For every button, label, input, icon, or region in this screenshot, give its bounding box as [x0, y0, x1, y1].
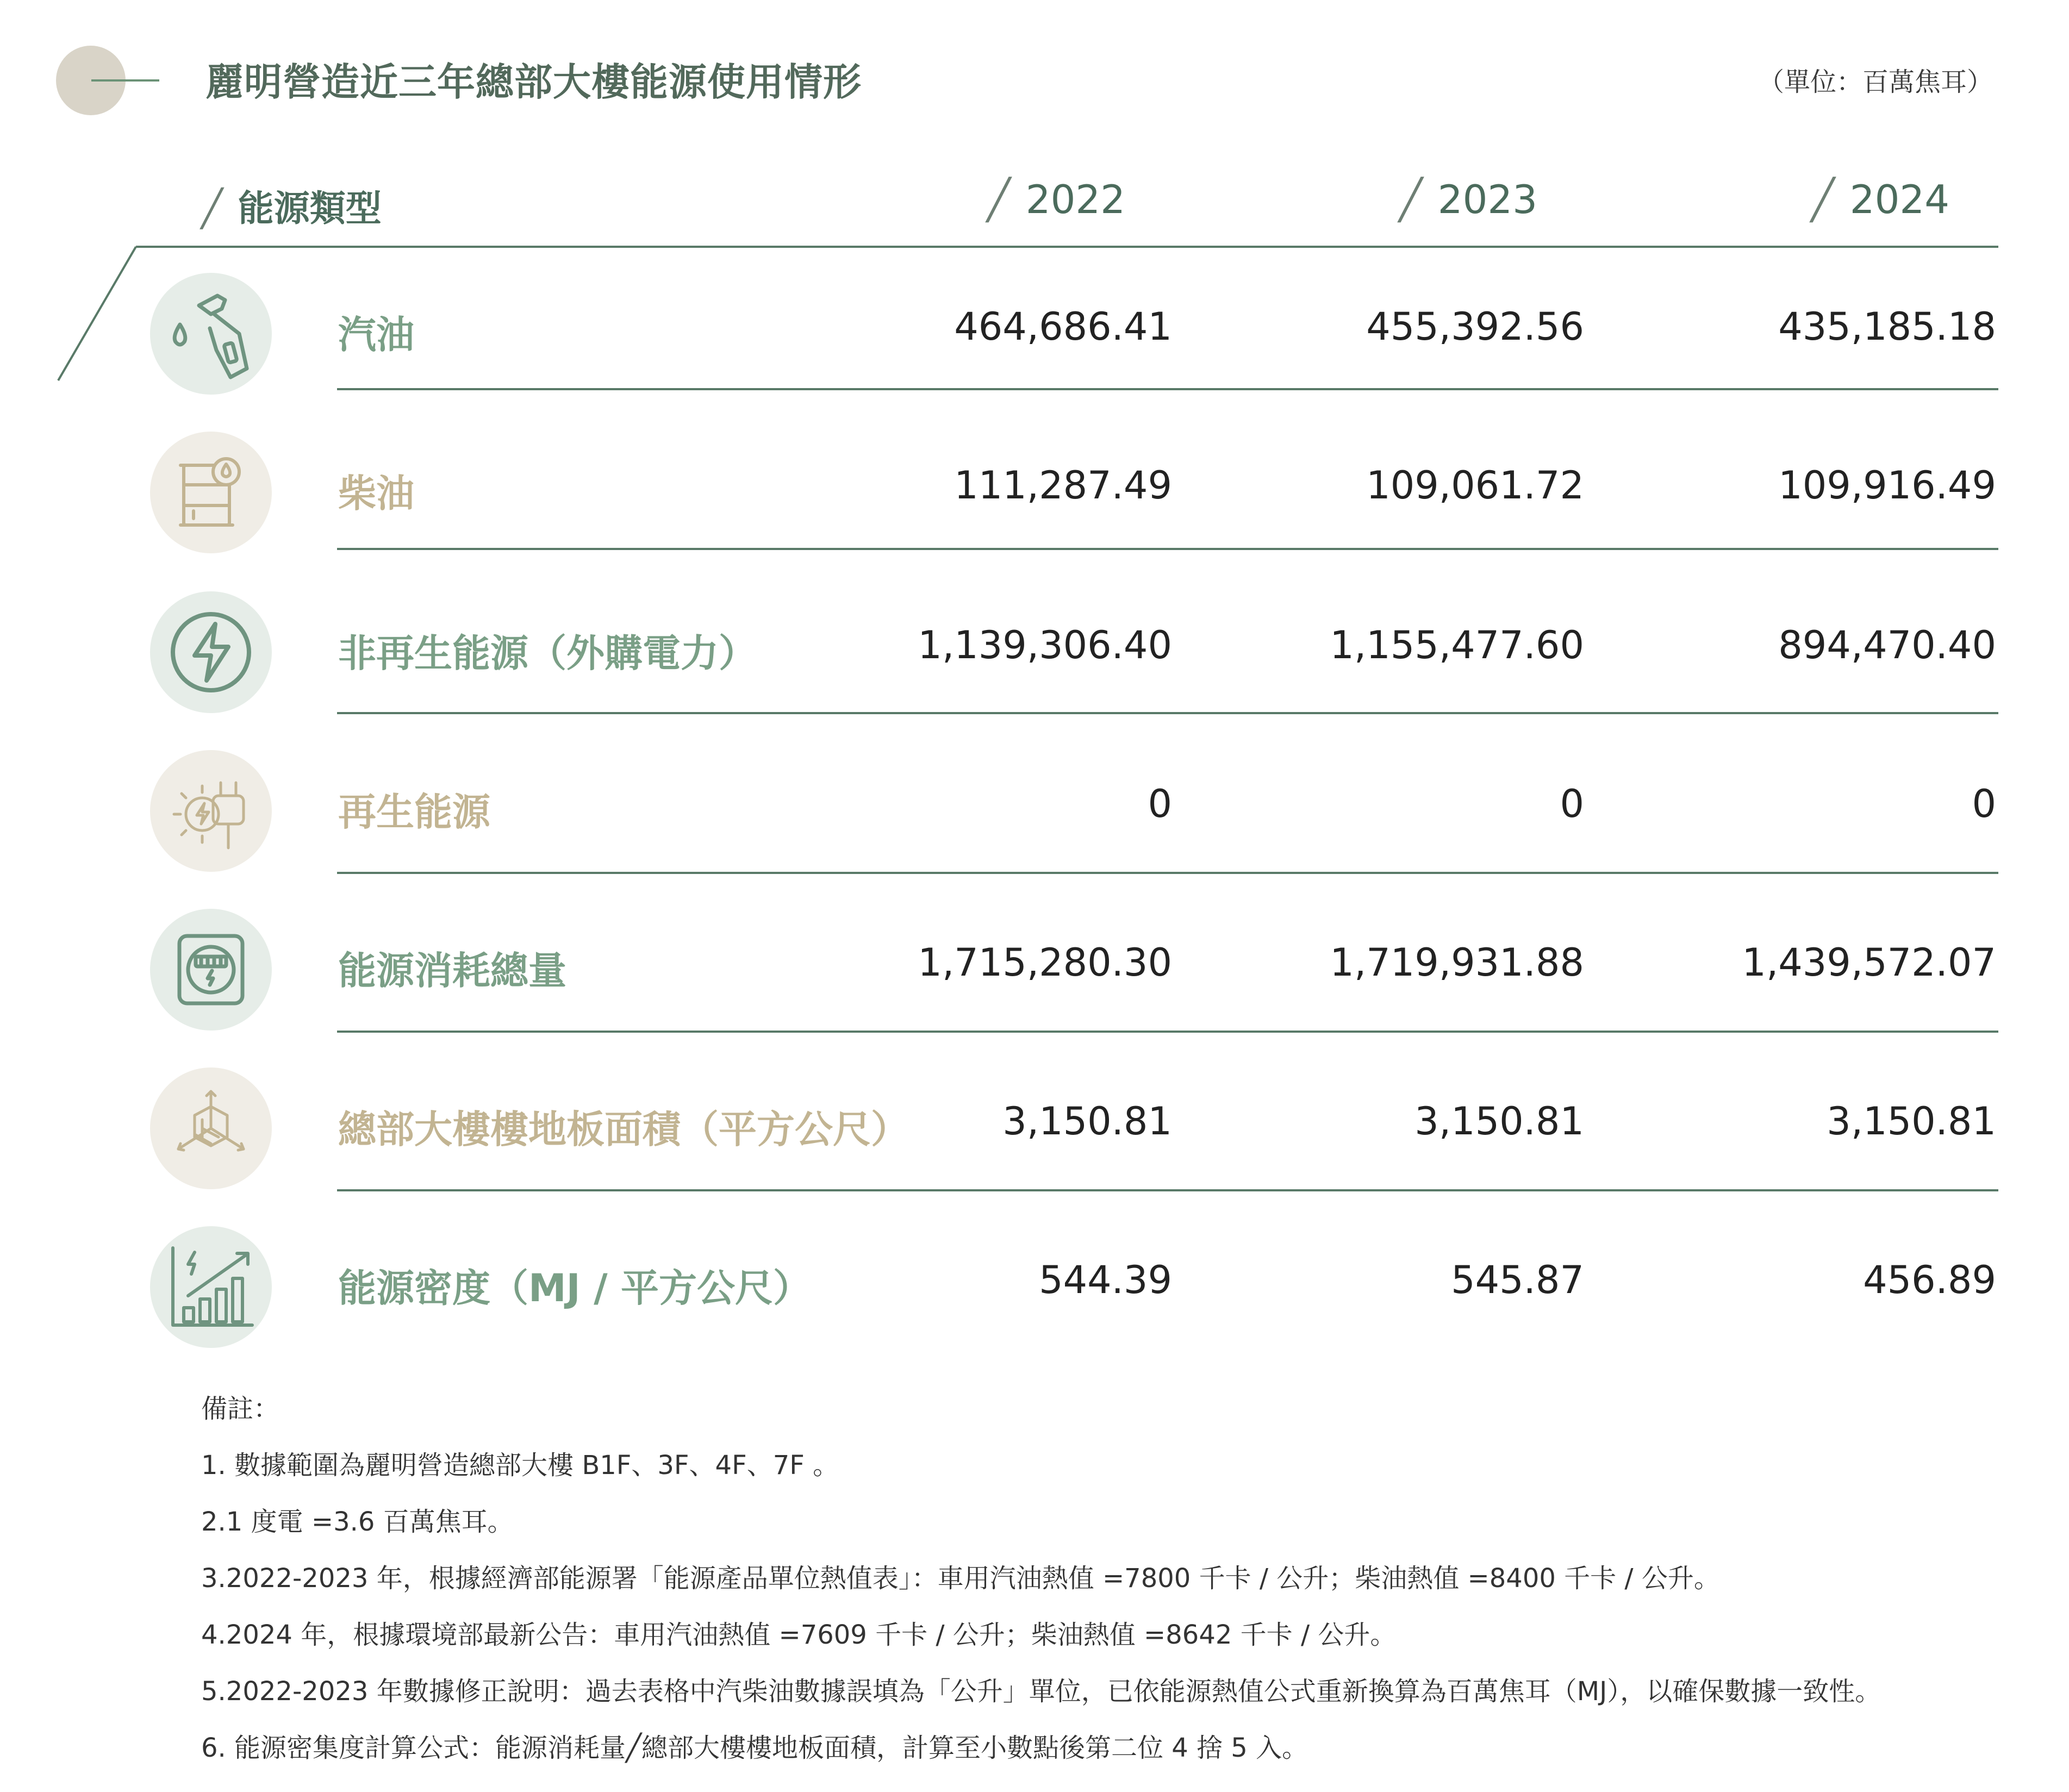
slash-decoration: ╱	[201, 188, 223, 229]
column-header-2022	[987, 177, 1125, 222]
value-2022: 0	[1148, 782, 1172, 826]
note-item: 6. 能源密集度計算公式：能源消耗量╱總部大樓樓地板面積，計算至小數點後第二位 4 捨 5 入。	[201, 1733, 1308, 1763]
value-2024: 456.89	[1863, 1258, 1996, 1302]
value-2024: 894,470.40	[1778, 623, 1996, 667]
value-2023: 3,150.81	[1414, 1099, 1584, 1144]
row-label: 再生能源	[338, 790, 490, 834]
value-2024: 3,150.81	[1827, 1099, 1996, 1144]
table-row-renewable-energy	[0, 724, 2069, 883]
note-item: 4.2024 年，根據環境部最新公告：車用汽油熱值 =7609 千卡 / 公升；柴油熱值 =8642 千卡 / 公升。	[201, 1620, 1397, 1650]
column-header-label: 2024	[1849, 177, 1949, 222]
row-divider	[337, 1031, 1998, 1033]
row-divider	[337, 548, 1998, 550]
value-2023: 109,061.72	[1366, 463, 1584, 508]
row-label: 柴油	[338, 471, 414, 516]
value-2024: 435,185.18	[1778, 304, 1996, 349]
slash-decoration: ╱	[987, 177, 1011, 222]
row-label: 能源密度（MJ / 平方公尺）	[338, 1266, 812, 1310]
solar-plug-icon	[150, 750, 272, 872]
row-divider	[337, 712, 1998, 714]
table-row-diesel	[0, 405, 2069, 564]
value-2024: 0	[1972, 782, 1996, 826]
table-row-purchased-electricity	[0, 565, 2069, 724]
column-header-2024	[1811, 177, 1949, 222]
value-2023: 455,392.56	[1366, 304, 1584, 349]
row-divider	[337, 1189, 1998, 1191]
row-divider	[337, 388, 1998, 390]
table-row-gasoline	[0, 247, 2069, 405]
note-item: 1. 數據範圍為麗明營造總部大樓 B1F、3F、4F、7F 。	[201, 1450, 839, 1481]
power-meter-icon	[150, 909, 272, 1031]
table-row-energy-density	[0, 1200, 2069, 1359]
value-2022: 1,139,306.40	[918, 623, 1172, 667]
value-2023: 0	[1560, 782, 1584, 826]
value-2022: 1,715,280.30	[918, 940, 1172, 985]
unit-label: （單位：百萬焦耳）	[1758, 67, 1993, 97]
value-2022: 464,686.41	[954, 304, 1172, 349]
column-header-energy-type	[201, 179, 382, 231]
note-item: 3.2022-2023 年，根據經濟部能源署「能源產品單位熱值表」：車用汽油熱值 =7800 千卡 / 公升；柴油熱值 =8400 千卡 / 公升。	[201, 1563, 1720, 1594]
slash-decoration: ╱	[1399, 177, 1423, 222]
notes-heading: 備註：	[201, 1394, 280, 1424]
row-label: 非再生能源（外購電力）	[338, 631, 757, 676]
value-2024: 109,916.49	[1778, 463, 1996, 508]
energy-growth-chart-icon	[150, 1226, 272, 1348]
row-label: 能源消耗總量	[338, 948, 566, 993]
page-title: 麗明營造近三年總部大樓能源使用情形	[205, 60, 862, 104]
note-item: 5.2022-2023 年數據修正說明：過去表格中汽柴油數據誤填為「公升」單位，已依能源熱值公式重新換算為百萬焦耳（MJ），以確保數據一致性。	[201, 1676, 1881, 1707]
table-row-total-consumption	[0, 883, 2069, 1041]
row-divider	[337, 872, 1998, 874]
column-header-label: 2023	[1437, 177, 1537, 222]
row-label: 汽油	[338, 313, 414, 357]
column-header-label: 2022	[1025, 177, 1125, 222]
column-header-2023	[1399, 177, 1537, 222]
fuel-pump-icon	[150, 273, 272, 395]
oil-barrel-icon	[150, 432, 272, 553]
value-2023: 545.87	[1451, 1258, 1584, 1302]
value-2024: 1,439,572.07	[1742, 940, 1996, 985]
lightning-icon	[150, 591, 272, 713]
note-item: 2.1 度電 =3.6 百萬焦耳。	[201, 1507, 514, 1537]
slash-decoration: ╱	[1811, 177, 1835, 222]
floor-area-icon	[150, 1067, 272, 1189]
table-row-floor-area	[0, 1041, 2069, 1200]
row-label: 總部大樓樓地板面積（平方公尺）	[338, 1107, 909, 1152]
value-2022: 111,287.49	[954, 463, 1172, 508]
column-header-label: 能源類型	[238, 188, 382, 229]
value-2023: 1,719,931.88	[1330, 940, 1584, 985]
value-2023: 1,155,477.60	[1330, 623, 1584, 667]
notes-section	[201, 1381, 1881, 1776]
value-2022: 544.39	[1039, 1258, 1172, 1302]
value-2022: 3,150.81	[1002, 1099, 1172, 1144]
